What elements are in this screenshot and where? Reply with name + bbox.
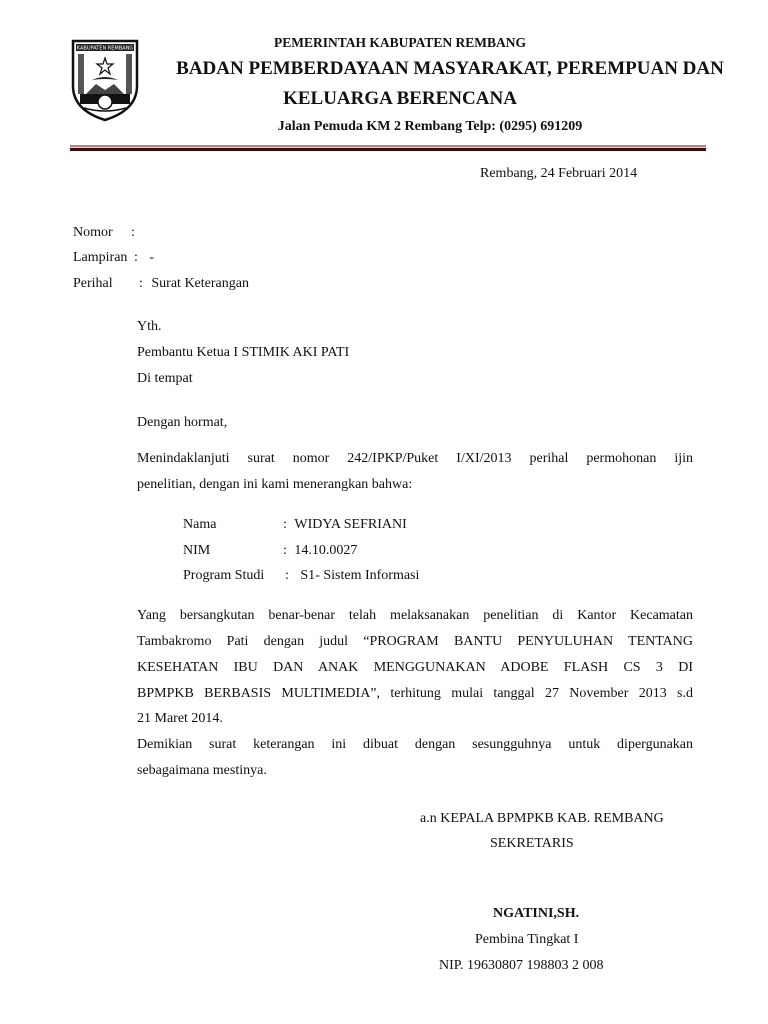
government-title: PEMERINTAH KABUPATEN REMBANG bbox=[273, 35, 526, 50]
body-line-2: Tambakromo Pati dengan judul “PROGRAM BANTU PENYULUHAN TENTANG bbox=[137, 634, 693, 649]
agency-address: Jalan Pemuda KM 2 Rembang Telp: (0295) 691209 bbox=[277, 119, 583, 134]
student-value: WIDYA SEFRIANI bbox=[294, 517, 407, 532]
recipient-salutation: Yth. bbox=[137, 319, 162, 334]
signature-position: SEKRETARIS bbox=[490, 836, 574, 851]
closing-line-2: sebagaimana mestinya. bbox=[137, 763, 267, 778]
body-line-1: Yang bersangkutan benar-benar telah melaksanakan penelitian di Kantor Kecamatan bbox=[137, 608, 693, 623]
student-label: Program Studi bbox=[183, 568, 265, 583]
meta-label: Perihal bbox=[73, 276, 113, 291]
logo-banner-text: KABUPATEN REMBANG bbox=[76, 45, 134, 52]
body-line-3: KESEHATAN IBU DAN ANAK MENGGUNAKAN ADOBE FLASH CS 3 DI bbox=[137, 660, 693, 675]
meta-value: Surat Keterangan bbox=[151, 276, 249, 291]
regency-logo-icon bbox=[70, 38, 140, 122]
meta-label: Nomor bbox=[73, 225, 113, 240]
signature-rank: Pembina Tingkat I bbox=[475, 932, 579, 947]
signature-name: NGATINI,SH. bbox=[493, 906, 580, 921]
body-line-4: BPMPKB BERBASIS MULTIMEDIA”, terhitung mulai tanggal 27 November 2013 s.d bbox=[137, 686, 693, 701]
student-row-nim bbox=[183, 543, 357, 559]
intro-line-2: penelitian, dengan ini kami menerangkan bahwa: bbox=[137, 477, 413, 492]
student-separator: : bbox=[283, 517, 287, 532]
student-separator: : bbox=[283, 543, 287, 558]
agency-title-line1: BADAN PEMBERDAYAAN MASYARAKAT, PEREMPUAN DAN bbox=[176, 58, 724, 79]
meta-separator: : bbox=[139, 276, 143, 291]
agency-title-line2: KELUARGA BERENCANA bbox=[283, 88, 517, 109]
body-line-5: 21 Maret 2014. bbox=[137, 711, 223, 726]
student-value: 14.10.0027 bbox=[294, 543, 358, 558]
greeting: Dengan hormat, bbox=[137, 415, 228, 430]
student-separator: : bbox=[285, 568, 289, 583]
meta-value: - bbox=[149, 250, 155, 265]
recipient-name: Pembantu Ketua I STIMIK AKI PATI bbox=[137, 345, 350, 360]
signature-nip: NIP. 19630807 198803 2 008 bbox=[439, 958, 604, 973]
student-row-nama bbox=[183, 517, 407, 533]
meta-separator: : bbox=[134, 250, 138, 265]
recipient-place: Di tempat bbox=[137, 371, 193, 386]
signature-on-behalf: a.n KEPALA BPMPKB KAB. REMBANG bbox=[420, 811, 664, 826]
letterhead-divider bbox=[70, 145, 706, 152]
meta-label: Lampiran bbox=[73, 250, 128, 265]
letter-date: Rembang, 24 Februari 2014 bbox=[480, 166, 638, 181]
meta-row-perihal bbox=[73, 276, 249, 292]
student-label: NIM bbox=[183, 543, 211, 558]
meta-row-lampiran bbox=[73, 250, 154, 266]
meta-separator: : bbox=[131, 225, 135, 240]
intro-line-1: Menindaklanjuti surat nomor 242/IPKP/Puket I/XI/2013 perihal permohonan ijin bbox=[137, 451, 693, 466]
closing-line-1: Demikian surat keterangan ini dibuat dengan sesungguhnya untuk dipergunakan bbox=[137, 737, 693, 752]
student-label: Nama bbox=[183, 517, 217, 532]
student-value: S1- Sistem Informasi bbox=[300, 568, 420, 583]
student-row-program bbox=[183, 568, 419, 584]
meta-row-nomor bbox=[73, 225, 143, 241]
